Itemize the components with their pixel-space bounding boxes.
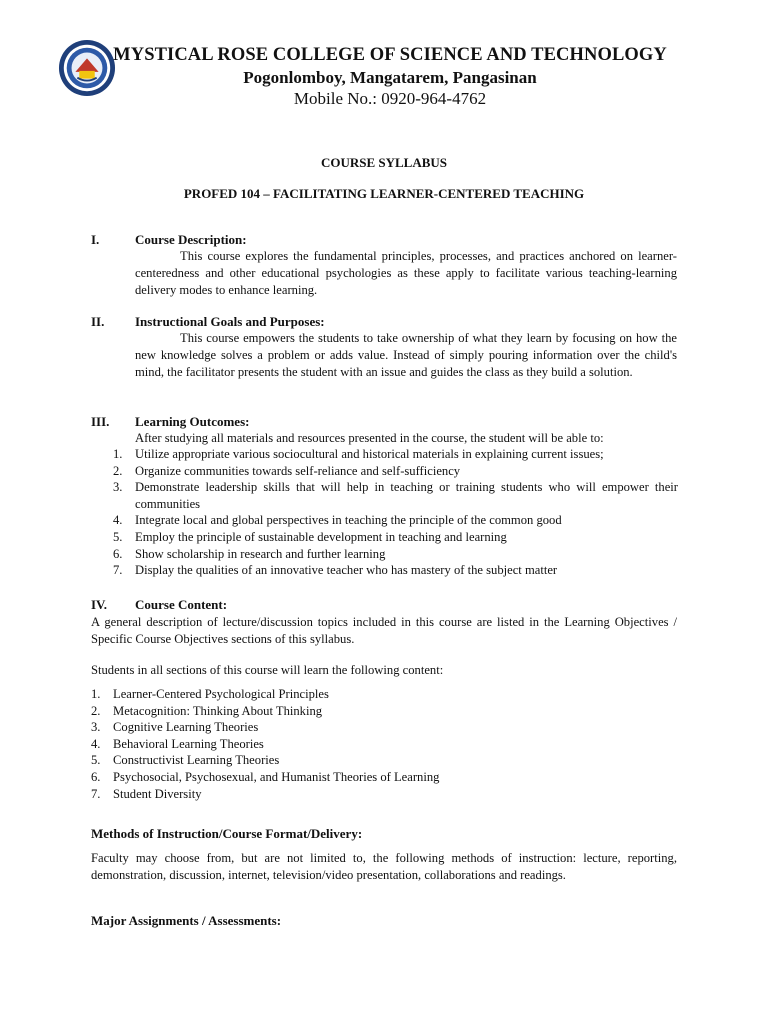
list-item: 7. Display the qualities of an innovative teacher who has mastery of the subject matter xyxy=(113,563,558,578)
list-item: 4. Integrate local and global perspectives in teaching the principle of the common good xyxy=(113,513,562,528)
document-title: COURSE SYLLABUS xyxy=(320,155,448,170)
list-item: 2. Metacognition: Thinking About Thinking xyxy=(91,703,323,718)
course-title: PROFED 104 – FACILITATING LEARNER-CENTERED TEACHING xyxy=(183,186,585,201)
assignments-heading: Major Assignments / Assessments: xyxy=(91,913,282,928)
list-item: 6. Psychosocial, Psychosexual, and Humanist Theories of Learning xyxy=(91,769,440,784)
list-item: 5. Constructivist Learning Theories xyxy=(91,753,280,768)
methods-heading: Methods of Instruction/Course Format/Delivery: xyxy=(91,826,363,841)
section-body: This course explores the fundamental principles, processes, and practices anchored on learner-centeredness and other educational psychologies as these apply to facilitate various teaching-learning delivery modes to enhance learning. xyxy=(135,249,677,297)
list-item: 3. Demonstrate leadership skills that will help in teaching or training students who will empower their communities xyxy=(113,480,678,511)
section-heading: Course Description: xyxy=(135,232,247,247)
section-intro: After studying all materials and resources presented in the course, the student will be able to: xyxy=(135,431,604,445)
list-item: 6. Show scholarship in research and further learning xyxy=(113,546,386,561)
methods-body: Faculty may choose from, but are not limited to, the following methods of instruction: lecture, reporting, demonstration, discussion, internet, television/video presentation, collaborations and readings. xyxy=(91,851,677,882)
section-intro: Students in all sections of this course will learn the following content: xyxy=(91,663,444,677)
section-body: A general description of lecture/discussion topics included in this course are listed in the Learning Objectives / Specific Course Objectives sections of this syllabus. xyxy=(91,615,677,646)
college-address: Pogonlomboy, Mangatarem, Pangasinan xyxy=(243,68,537,87)
college-mobile: Mobile No.: 0920-964-4762 xyxy=(293,89,487,108)
section-number: III. xyxy=(91,414,110,429)
college-name: MYSTICAL ROSE COLLEGE OF SCIENCE AND TECHNOLOGY xyxy=(113,45,667,65)
list-item: 2. Organize communities towards self-reliance and self-sufficiency xyxy=(113,463,461,478)
college-seal-icon xyxy=(58,39,116,97)
section-number: IV. xyxy=(91,597,108,612)
list-item: 1. Learner-Centered Psychological Principles xyxy=(91,687,329,701)
section-heading: Learning Outcomes: xyxy=(135,414,250,429)
section-number: II. xyxy=(91,314,105,329)
list-item: 3. Cognitive Learning Theories xyxy=(91,720,259,735)
section-heading: Course Content: xyxy=(135,597,228,612)
section-number: I. xyxy=(91,232,100,247)
list-item: 5. Employ the principle of sustainable development in teaching and learning xyxy=(113,529,507,544)
learning-outcomes-list xyxy=(113,446,678,579)
section-heading: Instructional Goals and Purposes: xyxy=(135,314,325,329)
course-content-list xyxy=(91,686,591,802)
list-item: 1. Utilize appropriate various sociocultural and historical materials in explaining current issues; xyxy=(113,447,604,461)
list-item: 7. Student Diversity xyxy=(91,786,202,801)
section-body: This course empowers the students to take ownership of what they learn by focusing on how the new knowledge solves a problem or adds value. Instead of simply pouring information over the child's mind, the facilitator presents the student with an issue and guides the class as they build a solution. xyxy=(135,331,677,379)
list-item: 4. Behavioral Learning Theories xyxy=(91,736,264,751)
